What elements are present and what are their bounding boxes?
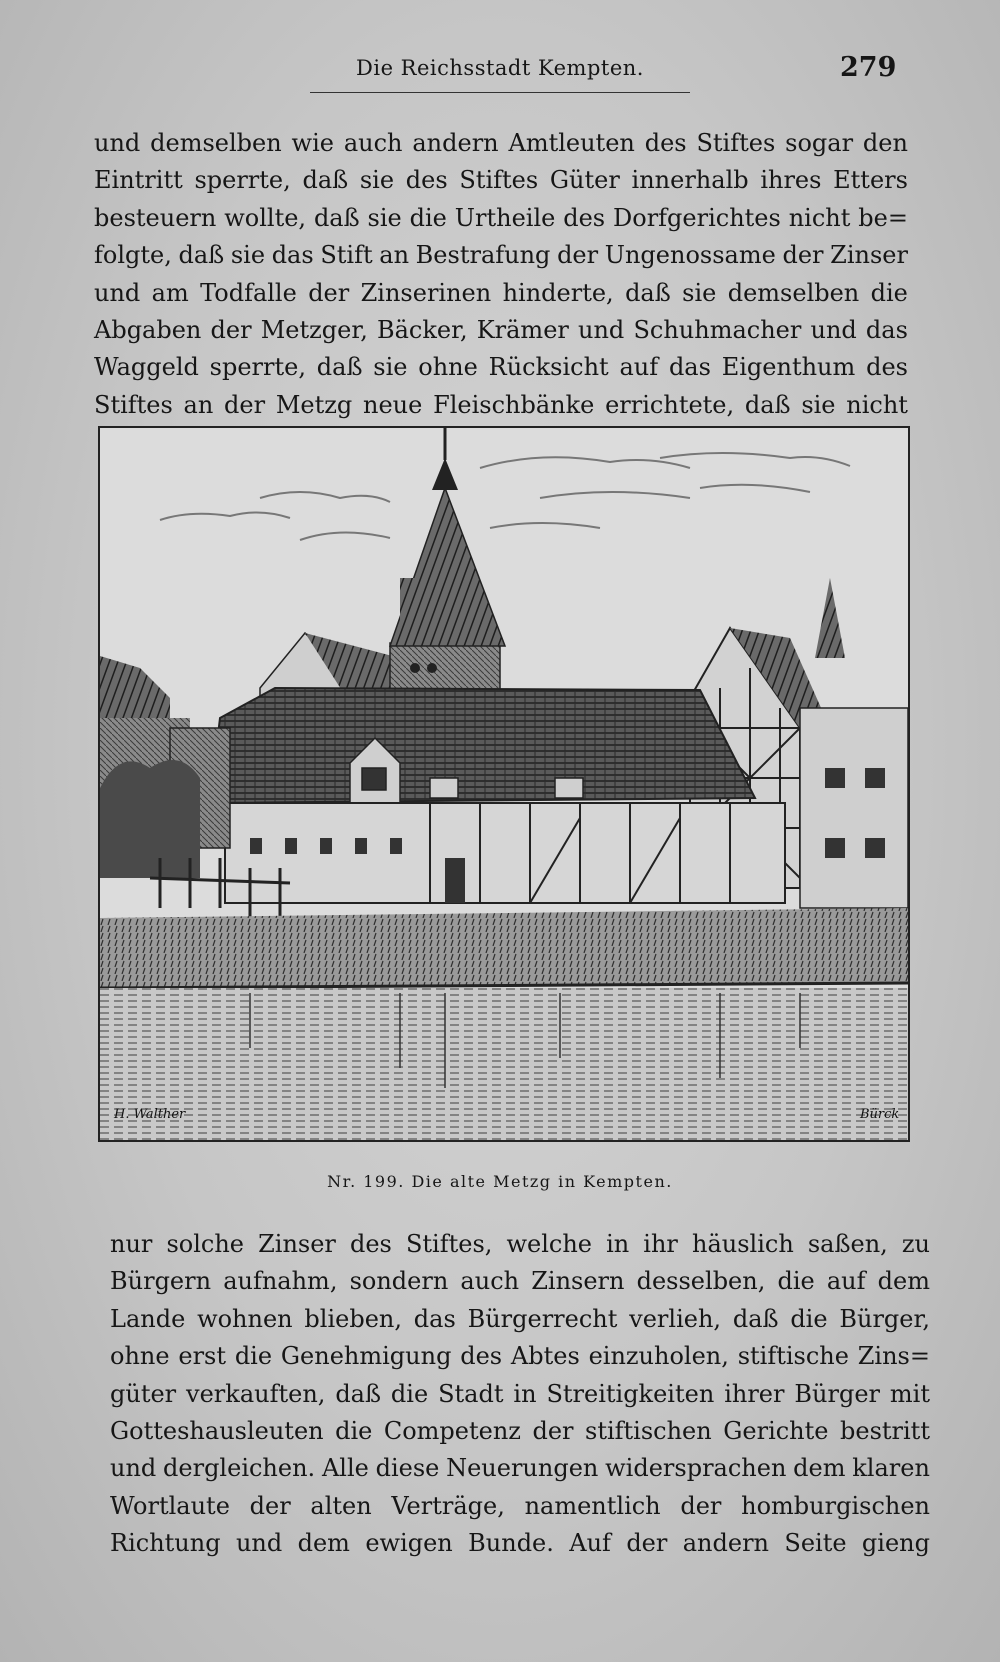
- text-line: nur solche Zinser des Stiftes, welche in ihr häuslich saßen, zu: [110, 1230, 930, 1258]
- text-line: und dergleichen. Alle diese Neuerungen widersprachen dem klaren: [110, 1454, 930, 1483]
- text-line: güter verkauften, daß die Stadt in Streitigkeiten ihrer Bürger mit: [110, 1379, 930, 1408]
- text-line: ohne erst die Genehmigung des Abtes einzuholen, stiftische Zins=: [110, 1342, 930, 1371]
- header-rule: [310, 92, 690, 93]
- text-line: folgte, daß sie das Stift an Bestrafung der Ungenossame der Zinser: [94, 241, 908, 270]
- page-number: 279: [840, 52, 897, 83]
- paragraph-top: [94, 125, 908, 424]
- running-title: Die Reichsstadt Kempten.: [356, 56, 644, 80]
- illustration-old-metzg: [98, 426, 910, 1142]
- text-line: Abgaben der Metzger, Bäcker, Krämer und Schuhmacher und das: [94, 316, 908, 345]
- text-line: Eintritt sperrte, daß sie des Stiftes Güter innerhalb ihres Etters: [94, 166, 908, 195]
- river-bank: [100, 908, 908, 988]
- text-line: Bürgern aufnahm, sondern auch Zinsern desselben, die auf dem: [110, 1267, 930, 1296]
- text-line: Lande wohnen blieben, das Bürgerrecht verlieh, daß die Bürger,: [110, 1304, 930, 1333]
- engraving-svg: [100, 428, 908, 1140]
- text-line: Wortlaute der alten Verträge, namentlich der homburgischen: [110, 1491, 930, 1520]
- text-line: Stiftes an der Metzg neue Fleischbänke errichtete, daß sie nicht: [94, 390, 908, 419]
- text-line: und am Todfalle der Zinserinen hinderte, daß sie demselben die: [94, 278, 908, 307]
- figure-caption: Nr. 199. Die alte Metzg in Kempten.: [327, 1172, 673, 1191]
- text-line: Richtung und dem ewigen Bunde. Auf der andern Seite gieng: [110, 1529, 930, 1558]
- right-house: [800, 708, 908, 908]
- text-line: Gotteshausleuten die Competenz der stiftischen Gerichte bestritt: [110, 1417, 930, 1446]
- text-line: besteuern wollte, daß sie die Urtheile des Dorfgerichtes nicht be=: [94, 203, 908, 232]
- text-line: Waggeld sperrte, daß sie ohne Rücksicht auf das Eigenthum des: [94, 353, 908, 382]
- paragraph-bottom: [110, 1226, 930, 1563]
- signature-left: H. Walther: [114, 1107, 186, 1122]
- signature-right: Bürck: [860, 1107, 900, 1122]
- metzg-roof: [210, 688, 755, 803]
- metzg-walls: [225, 803, 785, 903]
- river-water: [100, 988, 908, 1140]
- text-line: und demselben wie auch andern Amtleuten des Stiftes sogar den: [94, 129, 908, 157]
- left-trees: [100, 760, 200, 878]
